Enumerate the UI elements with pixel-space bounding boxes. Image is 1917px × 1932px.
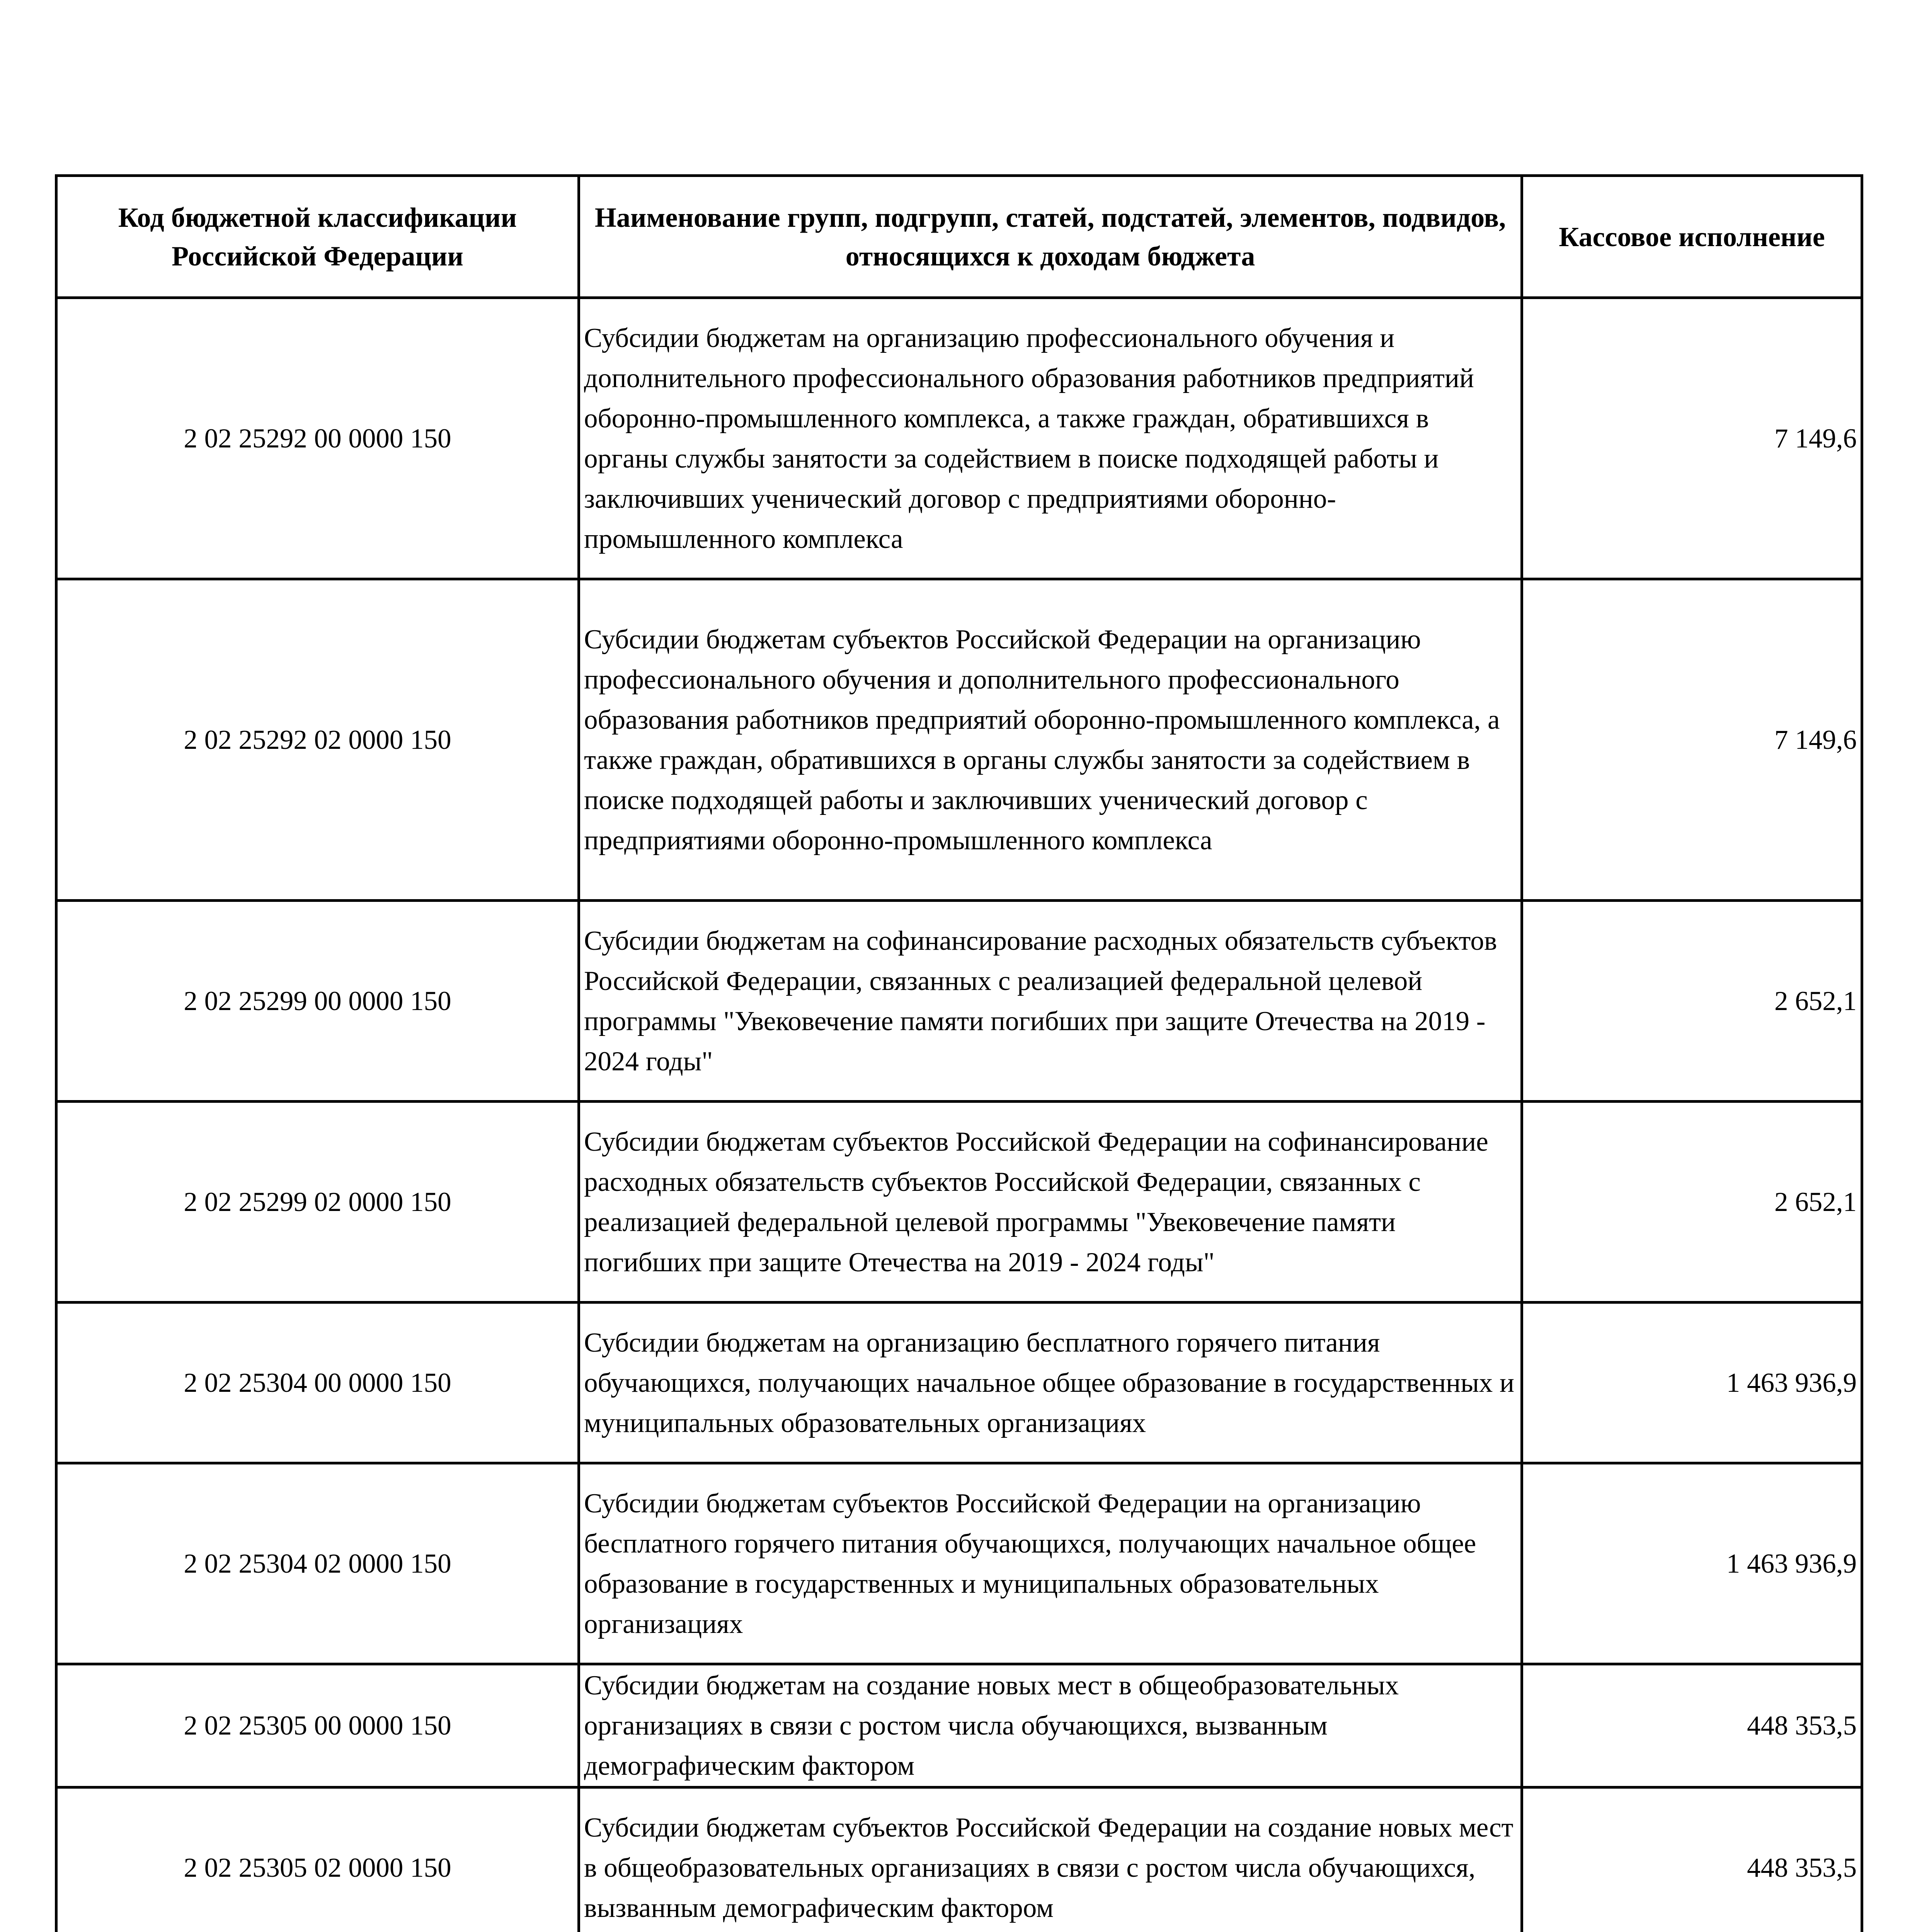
row-amount: 448 353,5	[1522, 1664, 1862, 1787]
row-code: 2 02 25292 00 0000 150	[56, 298, 579, 579]
row-code: 2 02 25299 02 0000 150	[56, 1102, 579, 1303]
row-amount: 2 652,1	[1522, 901, 1862, 1102]
revenue-table	[55, 174, 1863, 1932]
table-row	[56, 1664, 1862, 1787]
row-code: 2 02 25299 00 0000 150	[56, 901, 579, 1102]
table-row	[56, 1463, 1862, 1664]
row-name: Субсидии бюджетам субъектов Российской Федерации на софинансирование расходных обязательств субъектов Российской Федерации, связанных с реализацией федеральной целевой программы "Увековечение памяти погибших при защите Отечества на 2019 - 2024 годы"	[579, 1102, 1522, 1303]
row-name: Субсидии бюджетам на софинансирование расходных обязательств субъектов Российской Федерации, связанных с реализацией федеральной целевой программы "Увековечение памяти погибших при защите Отечества на 2019 - 2024 годы"	[579, 901, 1522, 1102]
header-amount: Кассовое исполнение	[1522, 176, 1862, 298]
table-row	[56, 298, 1862, 579]
row-code: 2 02 25305 00 0000 150	[56, 1664, 579, 1787]
table-header-row	[56, 176, 1862, 298]
row-name: Субсидии бюджетам на организацию бесплатного горячего питания обучающихся, получающих начальное общее образование в государственных и муниципальных образовательных организациях	[579, 1303, 1522, 1463]
row-name: Субсидии бюджетам на создание новых мест в общеобразовательных организациях в связи с ростом числа обучающихся, вызванным демографическим фактором	[579, 1664, 1522, 1787]
row-code: 2 02 25304 02 0000 150	[56, 1463, 579, 1664]
row-name: Субсидии бюджетам на организацию профессионального обучения и дополнительного профессионального образования работников предприятий оборонно-промышленного комплекса, а также граждан, обратившихся в органы службы занятости за содействием в поиске подходящей работы и заключивших ученический договор с предприятиями оборонно-промышленного комплекса	[579, 298, 1522, 579]
table-row	[56, 1787, 1862, 1932]
table-row	[56, 579, 1862, 901]
row-code: 2 02 25304 00 0000 150	[56, 1303, 579, 1463]
row-code: 2 02 25292 02 0000 150	[56, 579, 579, 901]
row-code: 2 02 25305 02 0000 150	[56, 1787, 579, 1932]
row-amount: 1 463 936,9	[1522, 1463, 1862, 1664]
row-amount: 7 149,6	[1522, 579, 1862, 901]
row-amount: 2 652,1	[1522, 1102, 1862, 1303]
table-row	[56, 1102, 1862, 1303]
table-row	[56, 901, 1862, 1102]
row-amount: 7 149,6	[1522, 298, 1862, 579]
row-name: Субсидии бюджетам субъектов Российской Федерации на создание новых мест в общеобразовательных организациях в связи с ростом числа обучающихся, вызванным демографическим фактором	[579, 1787, 1522, 1932]
header-code: Код бюджетной классификации Российской Федерации	[56, 176, 579, 298]
row-amount: 448 353,5	[1522, 1787, 1862, 1932]
row-amount: 1 463 936,9	[1522, 1303, 1862, 1463]
header-name: Наименование групп, подгрупп, статей, подстатей, элементов, подвидов, относящихся к доходам бюджета	[579, 176, 1522, 298]
row-name: Субсидии бюджетам субъектов Российской Федерации на организацию бесплатного горячего питания обучающихся, получающих начальное общее образование в государственных и муниципальных образовательных организациях	[579, 1463, 1522, 1664]
table-row	[56, 1303, 1862, 1463]
row-name: Субсидии бюджетам субъектов Российской Федерации на организацию профессионального обучения и дополнительного профессионального образования работников предприятий оборонно-промышленного комплекса, а также граждан, обратившихся в органы службы занятости за содействием в поиске подходящей работы и заключивших ученический договор с предприятиями оборонно-промышленного комплекса	[579, 579, 1522, 901]
